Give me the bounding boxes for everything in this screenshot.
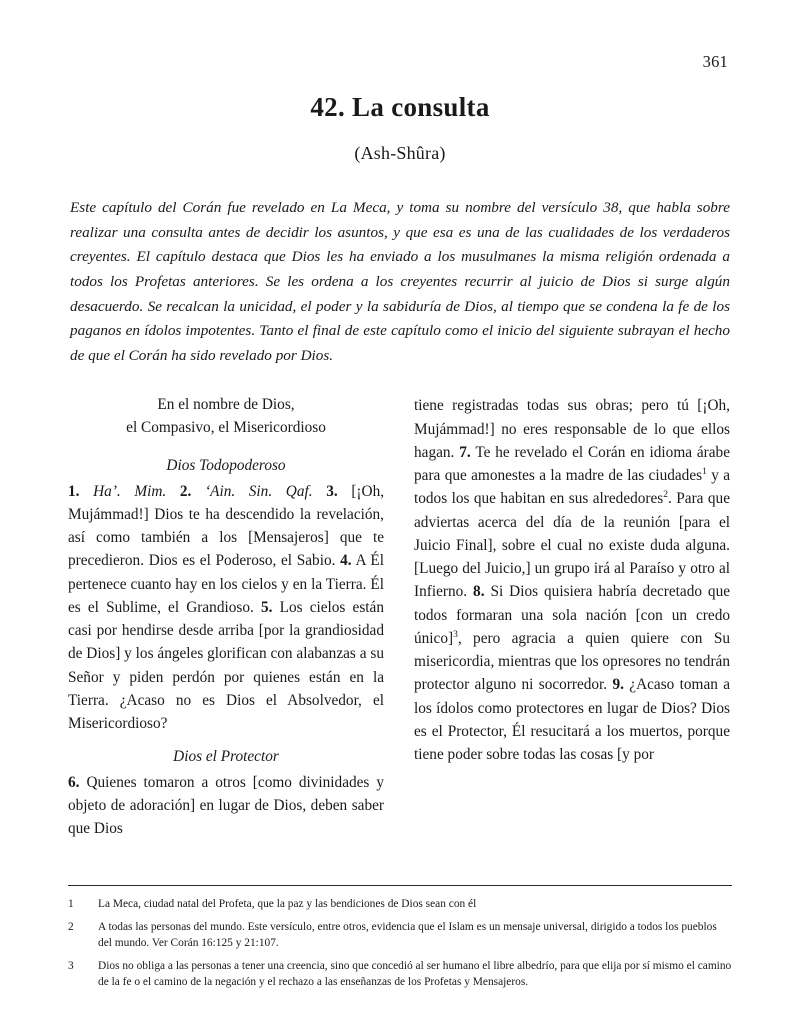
footnote-item bbox=[68, 958, 732, 991]
footnote-ref-1[interactable]: 1 bbox=[702, 467, 707, 478]
verse-4-text: A Él pertenece cuanto hay en los cielos y en la Tierra. Él es el Sublime, el Grandioso. bbox=[68, 552, 385, 616]
bismillah-line-1: En el nombre de Dios, bbox=[157, 396, 295, 414]
verse-number-4: 4. bbox=[340, 552, 352, 570]
verse-5-text: Los cielos están casi por hendirse desde arriba [por la grandiosidad de Dios] y los ángeles glorifican con alabanzas a su Señor y piden perdón por quienes están en la Tierra. ¿Acaso no es Dios el Absolvedor, el Misericordioso? bbox=[68, 598, 384, 732]
section-heading-protector: Dios el Protector bbox=[173, 748, 279, 766]
footnote-text: A todas las personas del mundo. Este versículo, entre otros, evidencia que el Islam es un mensaje universal, dirigido a todos los pueblos del mundo. Ver Corán 16:125 y 21:107. bbox=[98, 920, 717, 950]
chapter-title: 42. La consulta bbox=[310, 92, 490, 122]
bismillah-line-2: el Compasivo, el Misericordioso bbox=[126, 419, 326, 437]
verse-7-part-1: Te he revelado el Corán en idioma árabe para que amonestes a la madre de las ciudades bbox=[414, 443, 730, 485]
footnote-number: 2 bbox=[68, 920, 74, 933]
footnote-ref-3[interactable]: 3 bbox=[453, 629, 458, 640]
body-columns bbox=[68, 394, 732, 840]
left-column bbox=[68, 394, 384, 840]
footnotes-section bbox=[68, 885, 732, 997]
verse-9-text: ¿Acaso toman a los ídolos como protectores en lugar de Dios? Dios es el Protector, Él resucitará a los muertos, porque tiene poder sobre todas las cosas [y por bbox=[414, 676, 730, 764]
footnote-divider bbox=[68, 885, 732, 886]
footnote-text: Dios no obliga a las personas a tener una creencia, sino que concedió al ser humano el libre albedrío, para que elija por sí mismo el camino de la fe o el camino de la negación y el rechazo a las enseñanzas de los Profetas y Mensajeros. bbox=[98, 959, 732, 989]
footnote-item bbox=[68, 919, 732, 952]
verse-number-1: 1. bbox=[68, 482, 80, 500]
verse-3-text: [¡Oh, Mujámmad!] Dios te ha descendido la revelación, así como también a los [Mensajeros] que te precedieron. Dios es el Poderoso, el Sabio. bbox=[68, 482, 385, 570]
page-number: 361 bbox=[702, 52, 728, 71]
verse-number-8: 8. bbox=[473, 583, 485, 601]
right-column bbox=[414, 394, 730, 766]
verse-7-part-3: . Para que adviertas acerca del día de la reunión [para el Juicio Final], sobre el cual no existe duda alguna. [Luego del Juicio,] un grupo irá al Paraíso y otro al Infierno. bbox=[414, 490, 730, 601]
verse-number-3: 3. bbox=[326, 482, 338, 500]
verse-1-letters: Ha’. Mim. bbox=[93, 482, 167, 500]
left-column-verses bbox=[68, 480, 384, 736]
verse-number-6: 6. bbox=[68, 773, 80, 791]
right-column-text bbox=[414, 394, 730, 766]
verse-6-text: Quienes tomaron a otros [como divinidades y objeto de adoración] en lugar de Dios, deben saber que Dios bbox=[68, 773, 384, 837]
verse-2-letters: ‘Ain. Sin. Qaf. bbox=[205, 482, 313, 500]
verse-number-2: 2. bbox=[179, 482, 192, 500]
verse-8-part-2: , pero agracia a quien quiere con Su misericordia, mientras que los opresores no tendrán protector alguno ni socorredor. bbox=[414, 629, 730, 694]
verse-number-5: 5. bbox=[260, 598, 273, 616]
chapter-introduction: Este capítulo del Corán fue revelado en La Meca, y toma su nombre del versículo 38, que habla sobre realizar una consulta antes de decidir los asuntos, y que esa es una de las cualidades de los verdaderos creyentes. El capítulo destaca que Dios les ha enviado a los musulmanes la misma religión ordenada a todos los Profetas anteriores. Se les ordena a los creyentes recurrir al juicio de Dios si surge algún desacuerdo. Se recalcan la unicidad, el poder y la sabiduría de Dios, al tiempo que se condena la fe de los paganos en ídolos impotentes. Tanto el final de este capítulo como el inicio del siguiente subrayan el hecho de que el Corán ha sido revelado por Dios. bbox=[70, 199, 730, 364]
footnote-number: 1 bbox=[68, 898, 74, 911]
footnote-item bbox=[68, 896, 732, 913]
left-column-verse-6 bbox=[68, 771, 384, 841]
section-heading-almighty: Dios Todopoderoso bbox=[166, 457, 286, 475]
chapter-subtitle: (Ash-Shûra) bbox=[354, 143, 446, 163]
footnote-text: La Meca, ciudad natal del Profeta, que la paz y las bendiciones de Dios sean con él bbox=[98, 898, 477, 911]
footnote-number: 3 bbox=[68, 959, 74, 972]
footnote-ref-2[interactable]: 2 bbox=[663, 490, 669, 501]
verse-6-continuation: tiene registradas todas sus obras; pero tú [¡Oh, Mujámmad!] no eres responsable de lo que ellos hagan. bbox=[414, 397, 730, 461]
verse-8-part-1: Si Dios quisiera habría decretado que todos formaran una sola nación [con un credo único] bbox=[414, 583, 731, 647]
verse-7-part-2: y a todos los que habitan en sus alrededores bbox=[414, 467, 731, 508]
verse-number-9: 9. bbox=[612, 676, 624, 694]
bismillah bbox=[68, 394, 384, 440]
verse-number-7: 7. bbox=[459, 443, 471, 461]
